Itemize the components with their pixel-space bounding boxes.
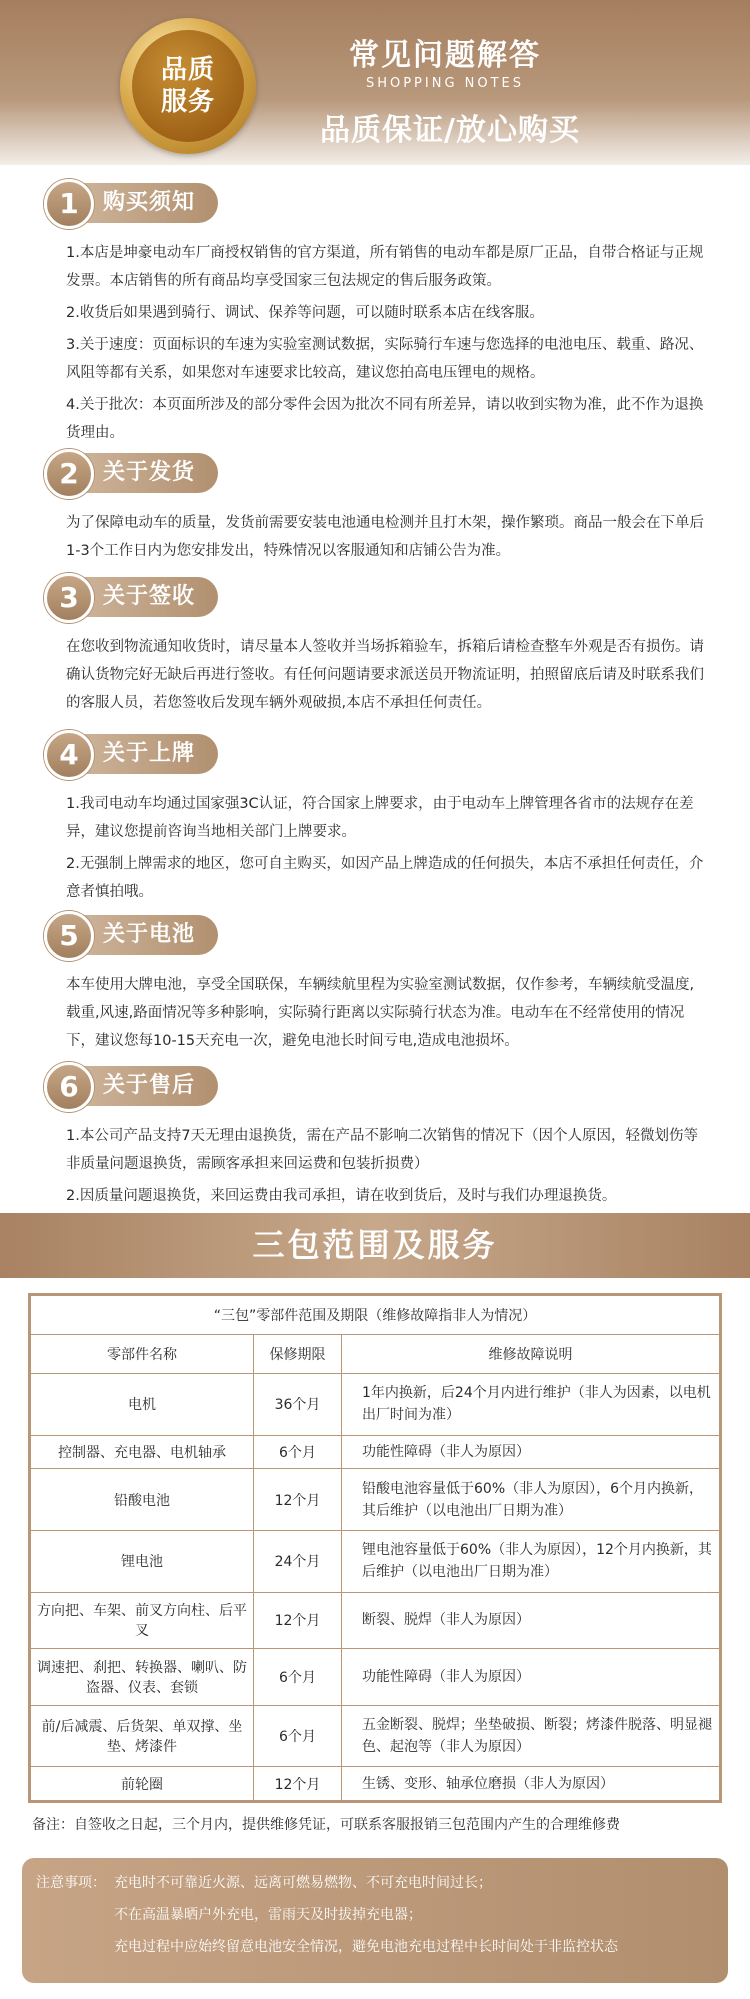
table-row bbox=[31, 1649, 720, 1706]
table-row bbox=[31, 1530, 720, 1592]
warranty-period: 6个月 bbox=[254, 1435, 342, 1469]
section-number: 5 bbox=[44, 911, 94, 961]
paragraph: 2.无强制上牌需求的地区，您可自主购买，如因产品上牌造成的任何损失，本店不承担任何责任，介意者慎拍哦。 bbox=[66, 856, 704, 900]
fault-description: 生锈、变形、轴承位磨损（非人为原因） bbox=[342, 1767, 720, 1801]
caution-line: 充电过程中应始终留意电池安全情况，避免电池充电过程中长时间处于非监控状态 bbox=[114, 1939, 618, 1955]
section-number: 2 bbox=[44, 449, 94, 499]
caution-label: 注意事项： bbox=[36, 1875, 106, 1891]
caution-line: 不在高温暴晒户外充电，雷雨天及时拔掉充电器； bbox=[114, 1907, 422, 1923]
part-name: 电机 bbox=[31, 1374, 254, 1436]
paragraph: 在您收到物流通知收货时，请尽量本人签收并当场拆箱验车，拆箱后请检查整车外观是否有损伤。请确认货物完好无缺后再进行签收。有任何问题请要求派送员开物流证明，拍照留底后请及时联系我们的客服人员，若您签收后发现车辆外观破损,本店不承担任何责任。 bbox=[66, 639, 704, 711]
paragraph: 本车使用大牌电池，享受全国联保，车辆续航里程为实验室测试数据，仅作参考，车辆续航受温度,载重,风速,路面情况等多种影响，实际骑行距离以实际骑行状态为准。电动车在不经常使用的情况下，建议您每10-15天充电一次，避免电池长时间亏电,造成电池损坏。 bbox=[66, 977, 695, 1049]
section-title: 关于售后 bbox=[103, 1073, 196, 1098]
paragraph: 1.本公司产品支持7天无理由退换货，需在产品不影响二次销售的情况下（因个人原因，轻微划伤等非质量问题退换货，需顾客承担来回运费和包装折损费） bbox=[66, 1128, 699, 1172]
column-header: 保修期限 bbox=[254, 1335, 342, 1374]
column-header: 零部件名称 bbox=[31, 1335, 254, 1374]
fault-description: 功能性障碍（非人为原因） bbox=[342, 1435, 720, 1469]
warranty-period: 36个月 bbox=[254, 1374, 342, 1436]
warranty-period: 6个月 bbox=[254, 1649, 342, 1706]
paragraph: 4.关于批次：本页面所涉及的部分零件会因为批次不同有所差异，请以收到实物为准，此不作为退换货理由。 bbox=[66, 397, 704, 441]
warranty-note: 备注：自签收之日起，三个月内，提供维修凭证，可联系客服报销三包范围内产生的合理维修费 bbox=[32, 1817, 620, 1833]
section-number: 4 bbox=[44, 730, 94, 780]
section-heading bbox=[48, 183, 218, 223]
part-name: 铅酸电池 bbox=[31, 1469, 254, 1531]
warranty-period: 12个月 bbox=[254, 1469, 342, 1531]
table-row bbox=[31, 1705, 720, 1767]
fault-description: 锂电池容量低于60%（非人为原因），12个月内换新，其后维护（以电池出厂日期为准） bbox=[342, 1530, 720, 1592]
warranty-banner-title: 三包范围及服务 bbox=[252, 1226, 498, 1264]
table-row bbox=[31, 1592, 720, 1649]
warranty-banner bbox=[0, 1213, 750, 1278]
fault-description: 断裂、脱焊（非人为原因） bbox=[342, 1592, 720, 1649]
quality-service-badge bbox=[120, 18, 256, 154]
column-header: 维修故障说明 bbox=[342, 1335, 720, 1374]
section-heading bbox=[48, 453, 218, 493]
section-number: 1 bbox=[44, 179, 94, 229]
paragraph: 1.本店是坤豪电动车厂商授权销售的官方渠道，所有销售的电动车都是原厂正品，自带合格证与正规发票。本店销售的所有商品均享受国家三包法规定的售后服务政策。 bbox=[66, 245, 704, 289]
paragraph: 为了保障电动车的质量，发货前需要安装电池通电检测并且打木架，操作繁琐。商品一般会在下单后1-3个工作日内为您安排发出，特殊情况以客服通知和店铺公告为准。 bbox=[66, 515, 704, 559]
page-subtitle: SHOPPING NOTES bbox=[365, 76, 525, 91]
warranty-period: 24个月 bbox=[254, 1530, 342, 1592]
table-row bbox=[31, 1435, 720, 1469]
caution-box bbox=[22, 1858, 728, 1983]
warranty-period: 12个月 bbox=[254, 1767, 342, 1801]
section-title: 购买须知 bbox=[103, 190, 196, 215]
page-title: 常见问题解答 bbox=[349, 38, 541, 73]
fault-description: 功能性障碍（非人为原因） bbox=[342, 1649, 720, 1706]
fault-description: 铅酸电池容量低于60%（非人为原因），6个月内换新，其后维护（以电池出厂日期为准） bbox=[342, 1469, 720, 1531]
part-name: 锂电池 bbox=[31, 1530, 254, 1592]
table-row bbox=[31, 1767, 720, 1801]
section-heading bbox=[48, 577, 218, 617]
page-slogan: 品质保证/放心购买 bbox=[320, 113, 580, 148]
part-name: 前/后减震、后货架、单双撑、坐垫、烤漆件 bbox=[31, 1705, 254, 1767]
section-title: 关于上牌 bbox=[103, 741, 196, 766]
paragraph: 2.收货后如果遇到骑行、调试、保养等问题，可以随时联系本店在线客服。 bbox=[66, 305, 544, 321]
section-heading bbox=[48, 734, 218, 774]
badge-line-1: 品质 bbox=[160, 55, 215, 85]
section-number: 3 bbox=[44, 573, 94, 623]
paragraph: 2.因质量问题退换货，来回运费由我司承担，请在收到货后，及时与我们办理退换货。 bbox=[66, 1188, 617, 1204]
table-caption: “三包”零部件范围及期限（维修故障指非人为情况） bbox=[31, 1296, 720, 1335]
section-heading bbox=[48, 915, 218, 955]
section-title: 关于发货 bbox=[103, 460, 196, 485]
warranty-period: 6个月 bbox=[254, 1705, 342, 1767]
page-header bbox=[0, 0, 750, 165]
paragraph: 1.我司电动车均通过国家强3C认证，符合国家上牌要求，由于电动车上牌管理各省市的法规存在差异，建议您提前咨询当地相关部门上牌要求。 bbox=[66, 796, 694, 840]
warranty-table bbox=[28, 1293, 722, 1803]
part-name: 方向把、车架、前叉方向柱、后平叉 bbox=[31, 1592, 254, 1649]
section-title: 关于电池 bbox=[103, 922, 196, 947]
part-name: 控制器、充电器、电机轴承 bbox=[31, 1435, 254, 1469]
caution-line: 充电时不可靠近火源、远离可燃易燃物、不可充电时间过长； bbox=[114, 1875, 492, 1891]
section-number: 6 bbox=[44, 1062, 94, 1112]
section-title: 关于签收 bbox=[103, 584, 196, 609]
part-name: 调速把、刹把、转换器、喇叭、防盗器、仪表、套锁 bbox=[31, 1649, 254, 1706]
table-row bbox=[31, 1374, 720, 1436]
section-heading bbox=[48, 1066, 218, 1106]
part-name: 前轮圈 bbox=[31, 1767, 254, 1801]
paragraph: 3.关于速度：页面标识的车速为实验室测试数据，实际骑行车速与您选择的电池电压、载重、路况、风阻等都有关系，如果您对车速要求比较高，建议您拍高电压锂电的规格。 bbox=[66, 337, 704, 381]
table-row bbox=[31, 1469, 720, 1531]
fault-description: 五金断裂、脱焊；坐垫破损、断裂；烤漆件脱落、明显褪色、起泡等（非人为原因） bbox=[342, 1705, 720, 1767]
warranty-period: 12个月 bbox=[254, 1592, 342, 1649]
badge-line-2: 服务 bbox=[160, 87, 215, 117]
fault-description: 1年内换新，后24个月内进行维护（非人为因素，以电机出厂时间为准） bbox=[342, 1374, 720, 1436]
